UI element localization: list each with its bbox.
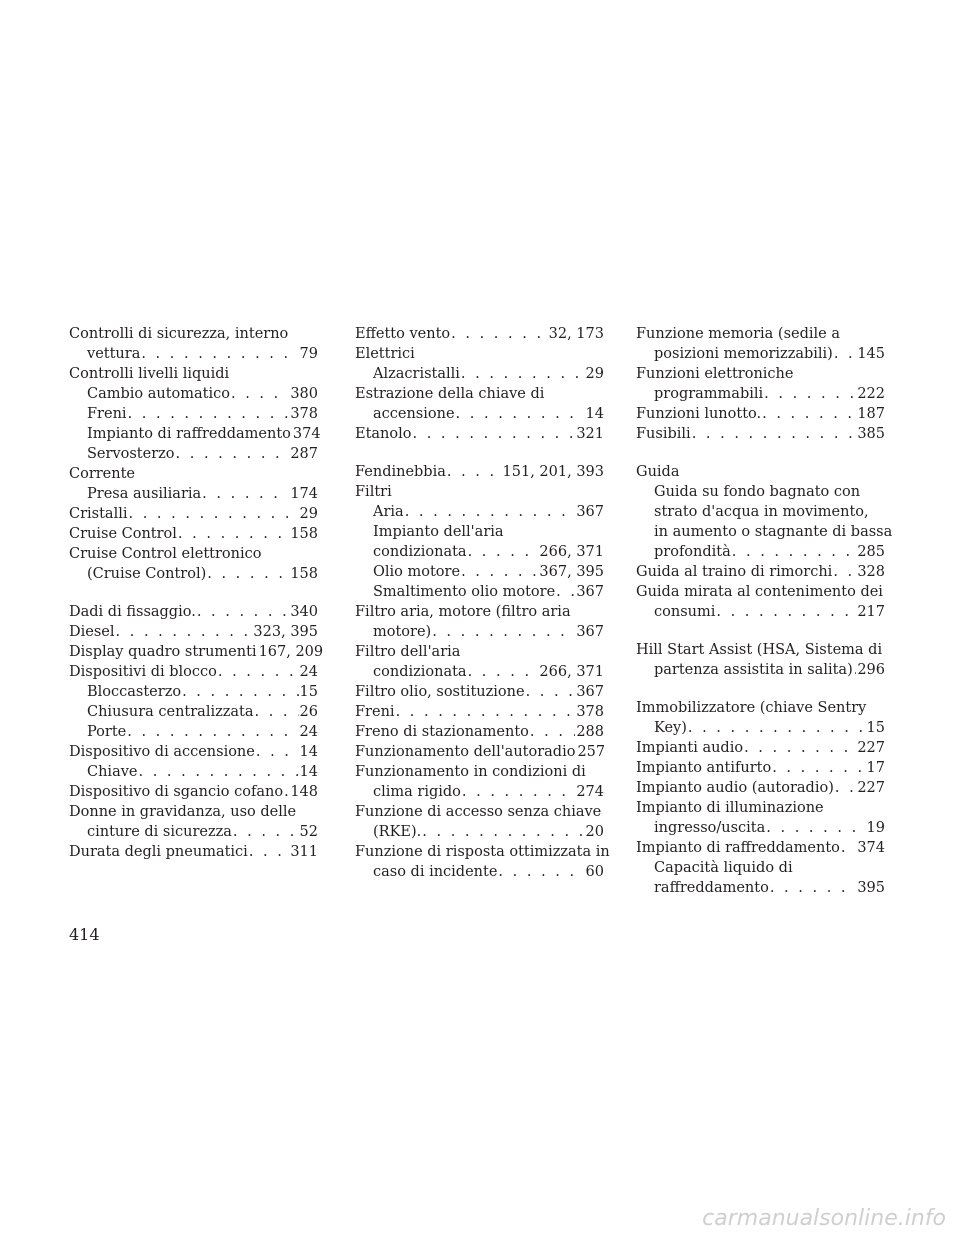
dot-leader [249,842,290,862]
dot-leader [422,822,584,842]
index-entry-text: motore) [373,624,432,640]
index-page-ref: 24 [299,664,318,680]
index-heading [636,482,885,502]
index-column-2 [355,324,610,882]
index-entry-text: Funzionamento dell'autoradio [355,744,576,760]
index-entry [69,602,318,622]
index-entry-text: Filtro aria, motore (filtro aria [355,604,571,620]
index-entry-text: Impianto di illuminazione [636,800,824,816]
index-entry-text: Presa ausiliaria [87,486,202,502]
index-page-ref: 321 [576,426,604,442]
index-page-ref: 378 [290,406,318,422]
dot-leader [218,662,299,682]
dot-leader [233,822,299,842]
index-entry-text: condizionata [373,664,467,680]
index-entry-text: vettura [87,346,141,362]
index-page-ref: 287 [290,446,318,462]
index-page-ref: 167, 209 [258,644,324,660]
index-column-1 [69,324,324,862]
index-page-ref: 395 [857,880,885,896]
index-page-ref: 14 [585,406,604,422]
index-page-ref: 296 [857,662,885,678]
index-entry-text: Impianto di raffreddamento [636,840,840,856]
dot-leader [413,424,576,444]
index-entry-text: Freno di stazionamento [355,724,529,740]
index-page-ref: 15 [299,684,318,700]
index-entry-text: Aria [373,504,404,520]
index-page-ref: 266, 371 [539,544,604,560]
index-entry [355,722,604,742]
page-number: 414 [69,925,100,944]
index-page-ref: 274 [576,784,604,800]
index-column-3 [636,324,893,898]
dot-leader [255,702,299,722]
dot-leader [197,602,290,622]
index-entry-text: Filtro olio, sostituzione [355,684,525,700]
index-page-ref: 60 [585,864,604,880]
dot-leader [854,660,857,680]
index-entry [355,582,604,602]
index-entry-text: Dadi di fissaggio. [69,604,196,620]
index-entry-text: Controlli livelli liquidi [69,366,230,382]
index-entry-text: Funzionamento in condizioni di [355,764,586,780]
index-entry-text: ingresso/uscita [654,820,766,836]
index-entry [355,622,604,642]
index-entry-text: Dispositivo di accensione [69,744,255,760]
index-page-ref: 187 [857,406,885,422]
index-page-ref: 20 [585,824,604,840]
dot-leader [461,364,585,384]
index-entry-text: Dispositivo di sgancio cofano [69,784,284,800]
index-heading [636,462,885,482]
index-entry-text: Impianti audio [636,740,744,756]
index-entry-text: accensione [373,406,455,422]
index-page-ref: 29 [299,506,318,522]
index-entry [636,542,885,562]
index-entry [636,562,885,582]
index-page-ref: 323, 395 [253,624,318,640]
dot-leader [405,502,576,522]
index-entry-text: Funzioni lunotto. [636,406,762,422]
index-entry-text: Estrazione della chiave di [355,386,545,402]
index-heading [355,762,604,782]
index-heading [355,842,610,862]
dot-leader [396,702,576,722]
dot-leader [116,622,253,642]
index-page-ref: 378 [576,704,604,720]
index-entry [636,758,885,778]
index-page-ref: 311 [290,844,318,860]
index-entry-text: Elettrici [355,346,415,362]
index-entry [69,842,318,862]
index-page-ref: 14 [299,744,318,760]
index-entry-text: Cristalli [69,506,128,522]
index-entry-text: clima rigido [373,784,461,800]
index-page-ref: 227 [857,740,885,756]
dot-leader [462,782,575,802]
index-page-ref: 15 [866,720,885,736]
dot-leader [833,562,856,582]
index-entry-text: Guida mirata al contenimento dei [636,584,883,600]
dot-leader [456,404,585,424]
index-page-ref: 158 [290,566,318,582]
index-entry [355,662,604,682]
index-entry-text: Servosterzo [87,446,175,462]
index-page-ref: 328 [857,564,885,580]
index-entry-text: condizionata [373,544,467,560]
dot-leader [284,782,289,802]
index-page-ref: 52 [299,824,318,840]
index-entry-text: raffreddamento [654,880,769,896]
index-entry [355,742,604,762]
dot-leader [770,878,856,898]
index-page-ref: 158 [290,526,318,542]
index-entry-text: programmabili [654,386,764,402]
index-page-ref: 29 [585,366,604,382]
index-heading [636,324,885,344]
index-entry-text: Immobilizzatore (chiave Sentry [636,700,867,716]
index-page-ref: 227 [857,780,885,796]
dot-leader [526,682,576,702]
watermark-logo: carmanualsonline.info [702,1206,946,1231]
index-page-ref: 367 [576,504,604,520]
index-entry [69,762,318,782]
index-entry-text: posizioni memorizzabili) [654,346,833,362]
index-page-ref: 266, 371 [539,664,604,680]
index-entry-text: Impianto audio (autoradio) [636,780,834,796]
index-entry-text: (Cruise Control) [87,566,207,582]
index-page-ref: 26 [299,704,318,720]
index-entry-text: Funzione di risposta ottimizzata in [355,844,610,860]
index-entry-text: Dispositivi di blocco [69,664,217,680]
dot-leader [182,682,298,702]
index-entry-text: Corrente [69,466,136,482]
index-entry [355,424,604,444]
index-gap [636,444,885,462]
dot-leader [556,582,575,602]
index-page-ref: 367 [576,584,604,600]
index-entry [636,778,885,798]
index-entry [69,444,318,464]
index-entry [636,878,885,898]
index-heading [636,640,885,660]
index-entry [355,702,604,722]
index-entry [69,384,318,404]
index-entry-text: profondità [654,544,731,560]
index-entry [355,542,604,562]
index-entry-text: Impianto dell'aria [373,524,504,540]
index-entry-text: Cruise Control [69,526,177,542]
index-entry [636,738,885,758]
index-page-ref: 145 [857,346,885,362]
index-heading [355,344,604,364]
dot-leader [129,504,299,524]
dot-leader [139,762,299,782]
index-entry-text: (RKE). [373,824,422,840]
dot-leader [176,444,290,464]
dot-leader [432,622,575,642]
index-entry [69,344,318,364]
index-entry [636,660,885,680]
index-page-ref: 222 [857,386,885,402]
index-entry [69,822,318,842]
index-entry [69,504,318,524]
index-entry-text: Fusibili [636,426,691,442]
index-entry [69,782,318,802]
dot-leader [834,344,856,364]
index-page-ref: 367 [576,624,604,640]
index-entry-text: Chiusura centralizzata [87,704,254,720]
index-entry [355,364,604,384]
index-entry [69,722,318,742]
index-entry-text: Durata degli pneumatici [69,844,248,860]
index-heading [69,544,318,564]
dot-leader [835,778,856,798]
index-heading [636,522,893,542]
index-page-ref: 79 [299,346,318,362]
index-entry [69,682,318,702]
index-entry-text: Filtro dell'aria [355,644,461,660]
index-entry [636,718,885,738]
index-page-ref: 340 [290,604,318,620]
index-entry [355,822,604,842]
dot-leader [178,524,289,544]
index-entry [355,682,604,702]
index-entry [69,564,318,584]
index-heading [69,324,318,344]
index-page-ref: 367, 395 [539,564,604,580]
index-heading [69,364,318,384]
index-entry [636,424,885,444]
index-heading [355,522,604,542]
index-entry [355,404,604,424]
index-entry-text: Bloccasterzo [87,684,182,700]
index-entry-text: Funzioni elettroniche [636,366,794,382]
index-entry-text: Filtri [355,484,392,500]
index-heading [355,482,604,502]
index-entry-text: Impianto di raffreddamento [87,426,291,442]
index-heading [355,802,604,822]
dot-leader [141,344,298,364]
dot-leader [744,738,856,758]
dot-leader [207,564,289,584]
index-entry-text: Cruise Control elettronico [69,546,262,562]
dot-leader [530,722,575,742]
index-entry-text: Hill Start Assist (HSA, Sistema di [636,642,883,658]
index-page-ref: 151, 201, 393 [502,464,604,480]
dot-leader [732,542,857,562]
index-entry-text: Funzione di accesso senza chiave [355,804,602,820]
dot-leader [498,862,584,882]
dot-leader [447,462,502,482]
index-entry [69,622,318,642]
dot-leader [841,838,856,858]
index-entry [355,324,604,344]
dot-leader [688,718,866,738]
index-entry-text: Fendinebbia [355,464,446,480]
index-entry [69,742,318,762]
index-entry-text: Guida su fondo bagnato con [654,484,861,500]
index-page-ref: 32, 173 [548,326,604,342]
index-page-ref: 374 [292,426,321,442]
index-entry [355,562,604,582]
index-entry-text: Alzacristalli [373,366,460,382]
index-entry [69,484,318,504]
index-page-ref: 385 [857,426,885,442]
index-entry [636,344,885,364]
index-page-ref: 288 [576,724,604,740]
index-page-ref: 24 [299,724,318,740]
dot-leader [716,602,856,622]
index-entry [69,642,324,662]
index-page-ref: 148 [290,784,318,800]
dot-leader [692,424,857,444]
index-page-ref: 257 [577,744,606,760]
index-heading [355,642,604,662]
index-entry-text: Display quadro strumenti [69,644,257,660]
index-entry-text: Chiave [87,764,138,780]
index-entry-text: Controlli di sicurezza, interno [69,326,289,342]
index-entry [355,502,604,522]
index-entry-text: Cambio automatico [87,386,230,402]
index-heading [636,582,885,602]
index-entry-text: caso di incidente [373,864,498,880]
index-gap [636,680,885,698]
index-gap [355,444,604,462]
index-entry-text: Freni [355,704,395,720]
index-entry [636,602,885,622]
index-entry-text: Capacità liquido di [654,860,793,876]
index-page-ref: 380 [290,386,318,402]
index-heading [636,798,885,818]
index-entry-text: in aumento o stagnante di bassa [654,524,893,540]
index-entry [636,404,885,424]
index-heading [636,698,885,718]
index-entry-text: consumi [654,604,716,620]
index-entry [69,424,321,444]
dot-leader [127,722,298,742]
index-heading [69,802,318,822]
index-heading [636,364,885,384]
index-gap [636,622,885,640]
index-entry-text: Donne in gravidanza, uso delle [69,804,297,820]
index-heading [355,602,604,622]
dot-leader [461,562,538,582]
dot-leader [451,324,548,344]
dot-leader [764,384,856,404]
index-entry-text: strato d'acqua in movimento, [654,504,869,520]
index-entry [355,782,604,802]
index-entry [355,462,604,482]
index-page-ref: 174 [290,486,318,502]
index-page-ref: 217 [857,604,885,620]
index-page-ref: 14 [299,764,318,780]
index-entry [69,662,318,682]
index-page-ref: 285 [857,544,885,560]
index-entry-text: partenza assistita in salita) [654,662,853,678]
dot-leader [231,384,289,404]
index-heading [355,384,604,404]
index-entry-text: cinture di sicurezza [87,824,232,840]
dot-leader [772,758,865,778]
index-entry-text: Guida al traino di rimorchi [636,564,833,580]
index-entry [69,702,318,722]
index-entry-text: Impianto antifurto [636,760,772,776]
index-entry-text: Key) [654,720,687,736]
index-entry-text: Diesel [69,624,115,640]
index-page-ref: 367 [576,684,604,700]
index-heading [69,464,318,484]
index-heading [636,502,885,522]
index-page-ref: 19 [866,820,885,836]
index-entry-text: Smaltimento olio motore [373,584,556,600]
index-heading [636,858,885,878]
index-page-ref: 17 [866,760,885,776]
index-entry-text: Freni [87,406,127,422]
index-entry-text: Etanolo [355,426,412,442]
index-entry-text: Guida [636,464,680,480]
index-entry [636,838,885,858]
index-gap [69,584,318,602]
dot-leader [128,404,290,424]
index-entry-text: Porte [87,724,127,740]
dot-leader [468,662,539,682]
dot-leader [766,818,865,838]
dot-leader [202,484,289,504]
index-entry-text: Olio motore [373,564,461,580]
dot-leader [762,404,856,424]
index-entry [636,384,885,404]
index-entry [69,404,318,424]
index-page-ref: 374 [857,840,885,856]
index-entry-text: Funzione memoria (sedile a [636,326,840,342]
dot-leader [256,742,299,762]
index-entry [636,818,885,838]
index-entry-text: Effetto vento [355,326,451,342]
index-entry [355,862,604,882]
dot-leader [468,542,539,562]
index-entry [69,524,318,544]
